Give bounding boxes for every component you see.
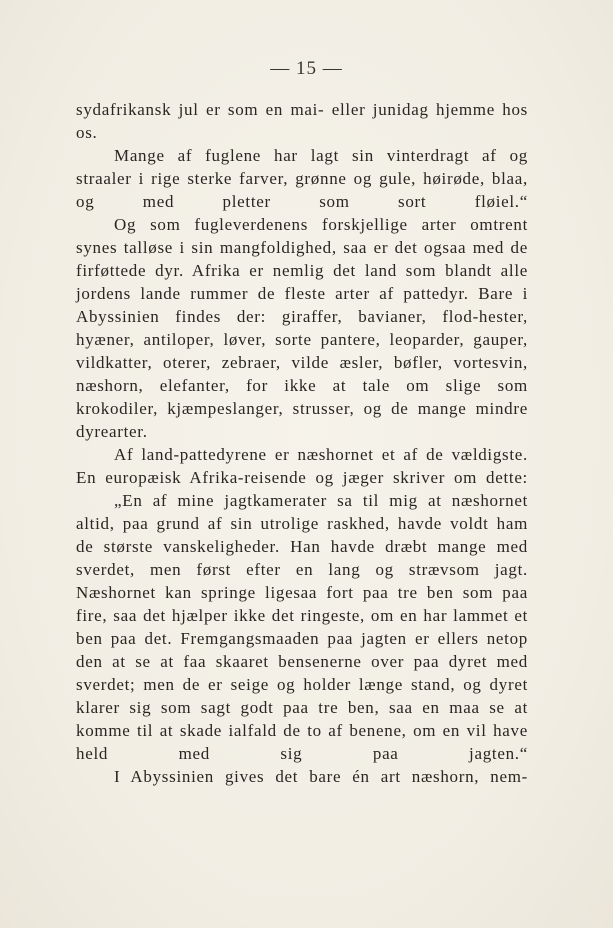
page-number: — 15 — — [270, 58, 343, 79]
paragraph: Mange af fuglene har lagt sin vinterdragt af og straaler i rige sterke farver, grønne og gule, høirøde, blaa, og med pletter som sort fløiel.“ — [76, 146, 528, 211]
paragraph: „En af mine jagtkamerater sa til mig at næshornet altid, paa grund af sin utrolige raskhed, havde voldt ham de største vanskeligheder. Han havde dræbt mange med sverdet, men først efter en lang og strævsom jagt. Næshornet kan springe ligesaa fort paa tre ben som paa fire, saa det hjælper ikke det ringeste, om en har lammet et ben paa det. Fremgangsmaaden paa jagten er ellers netop den at se at faa skaaret bensenerne over paa dyret med sverdet; men de er seige og holder længe stand, og dyret klarer sig som sagt godt paa tre ben, saa en maa se at komme til at skade ialfald de to af benene, om en vil have held med sig paa jagten.“ — [76, 491, 528, 763]
paragraph: sydafrikansk jul er som en mai- eller junidag hjemme hos os. — [76, 100, 528, 142]
paragraph: Af land-pattedyrene er næshornet et af de vældigste. En europæisk Afrika-reisende og jæger skriver om dette: — [76, 445, 528, 487]
paragraph: Og som fugleverdenens forskjellige arter omtrent synes talløse i sin mangfoldighed, saa er det ogsaa med de firføttede dyr. Afrika er nemlig det land som blandt alle jordens lande rummer de fleste arter af pattedyr. Bare i Abyssinien findes der: giraffer, bavianer, flod-hester, hyæner, antiloper, løver, sorte pantere, leoparder, gauper, vildkatter, oterer, zebraer, vilde æsler, bøfler, vortesvin, næshorn, elefanter, for ikke at tale om slige som krokodiler, kjæmpeslanger, strusser, og de mange mindre dyrearter. — [76, 215, 528, 441]
paragraph: I Abyssinien gives det bare én art næshorn, nem- — [114, 767, 528, 786]
body-text — [76, 98, 528, 788]
